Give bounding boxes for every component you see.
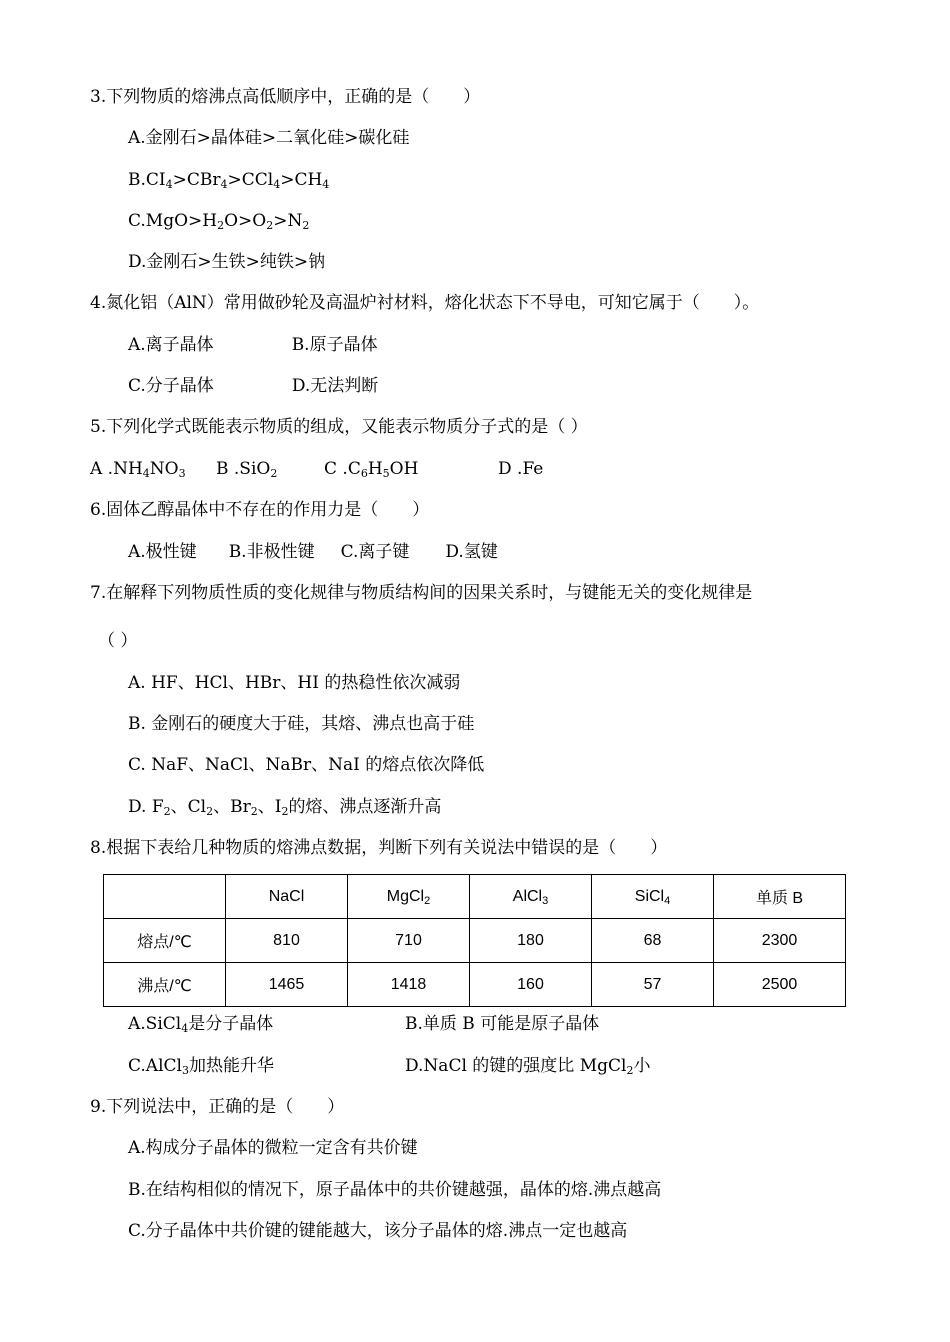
q4-option-b: B.原子晶体 xyxy=(291,335,378,355)
table-cell: 2500 xyxy=(714,963,846,1007)
q9-option-a: A.构成分子晶体的微粒一定含有共价键 xyxy=(128,1138,418,1158)
q8-option-a: A.SiCl$_4$是分子晶体 xyxy=(128,1014,274,1035)
table-row-label: 熔点/℃ xyxy=(104,919,226,963)
q7-option-a: A. HF、HCl、HBr、HI 的热稳性依次减弱 xyxy=(128,673,461,693)
table-cell: 180 xyxy=(470,919,592,963)
q5-option-d: D .Fe xyxy=(498,459,544,479)
table-cell: 810 xyxy=(226,919,348,963)
table-row xyxy=(104,963,846,1007)
q4-options-row1 xyxy=(128,334,378,356)
q8-option-d: D.NaCl 的键的强度比 MgCl$_2$小 xyxy=(405,1056,651,1077)
table-header-cell: 单质 B xyxy=(714,875,846,919)
q4-stem: 4.氮化铝（AlN）常用做砂轮及高温炉衬材料，熔化状态下不导电，可知它属于（ ）。 xyxy=(90,293,760,313)
table-cell: 1465 xyxy=(226,963,348,1007)
q5-option-c: C $.C_6H_5OH$ xyxy=(324,459,419,480)
q8-option-b: B.单质 B 可能是原子晶体 xyxy=(405,1014,600,1034)
table-cell: 160 xyxy=(470,963,592,1007)
q9-option-b: B.在结构相似的情况下，原子晶体中的共价键越强，晶体的熔.沸点越高 xyxy=(128,1180,662,1200)
q5-option-a: A $.NH_4NO_3$ xyxy=(90,459,186,480)
q5-stem: 5.下列化学式既能表示物质的组成，又能表示物质分子式的是（ ） xyxy=(90,417,588,437)
melting-boiling-table xyxy=(103,874,846,1007)
table-header-cell: AlCl$_3$ xyxy=(470,875,592,919)
table-cell: 68 xyxy=(592,919,714,963)
table-header-cell: SiCl$_4$ xyxy=(592,875,714,919)
q9-stem: 9.下列说法中，正确的是（ ） xyxy=(90,1097,345,1117)
q6-stem: 6.固体乙醇晶体中不存在的作用力是（ ） xyxy=(90,500,430,520)
q7-stem: 7.在解释下列物质性质的变化规律与物质结构间的因果关系时，与键能无关的变化规律是 xyxy=(90,583,753,603)
table-cell: 57 xyxy=(592,963,714,1007)
table-header-cell: MgCl$_2$ xyxy=(348,875,470,919)
table-header-cell xyxy=(104,875,226,919)
q8-option-c: C.AlCl$_3$加热能升华 xyxy=(128,1056,274,1077)
q3-option-c: $C.MgO>H_2O>O_2>N_2$ xyxy=(128,211,310,232)
q6-option-c: C.离子键 xyxy=(340,542,410,562)
table-cell: 1418 xyxy=(348,963,470,1007)
table-header-cell: NaCl xyxy=(226,875,348,919)
q3-option-a: A.金刚石>晶体硅>二氧化硅>碳化硅 xyxy=(128,128,410,148)
q6-option-b: B.非极性键 xyxy=(228,542,315,562)
q4-option-d: D.无法判断 xyxy=(291,376,379,396)
q4-option-a: A.离子晶体 xyxy=(128,335,214,355)
q7-option-b: B. 金刚石的硬度大于硅，其熔、沸点也高于硅 xyxy=(128,714,475,734)
table-header-row xyxy=(104,875,846,919)
table-cell: 710 xyxy=(348,919,470,963)
q3-option-b: $B.CI_4>CBr_4>CCl_4>CH_4$ xyxy=(128,170,330,191)
table-cell: 2300 xyxy=(714,919,846,963)
q4-options-row2 xyxy=(128,375,378,397)
q7-option-c: C. NaF、NaCl、NaBr、NaI 的熔点依次降低 xyxy=(128,755,485,775)
q7-option-d: D. $F_2$、$Cl_2$、$Br_2$、$I_2$的熔、沸点逐渐升高 xyxy=(128,797,442,818)
q6-option-d: D.氢键 xyxy=(445,542,498,562)
q3-option-d: D.金刚石>生铁>纯铁>钠 xyxy=(128,252,326,272)
q5-option-b: B .SiO$_2$ xyxy=(216,459,278,480)
q3-stem: 3.下列物质的熔沸点高低顺序中，正确的是（ ） xyxy=(90,87,481,107)
q4-option-c: C.分子晶体 xyxy=(128,376,214,396)
q6-option-a: A.极性键 xyxy=(128,542,197,562)
q6-options xyxy=(128,541,498,563)
q9-option-c: C.分子晶体中共价键的键能越大，该分子晶体的熔.沸点一定也越高 xyxy=(128,1221,628,1241)
q7-paren: （ ） xyxy=(98,631,138,651)
q8-stem: 8.根据下表给几种物质的熔沸点数据，判断下列有关说法中错误的是（ ） xyxy=(90,838,668,858)
table-row xyxy=(104,919,846,963)
table-row-label: 沸点/℃ xyxy=(104,963,226,1007)
